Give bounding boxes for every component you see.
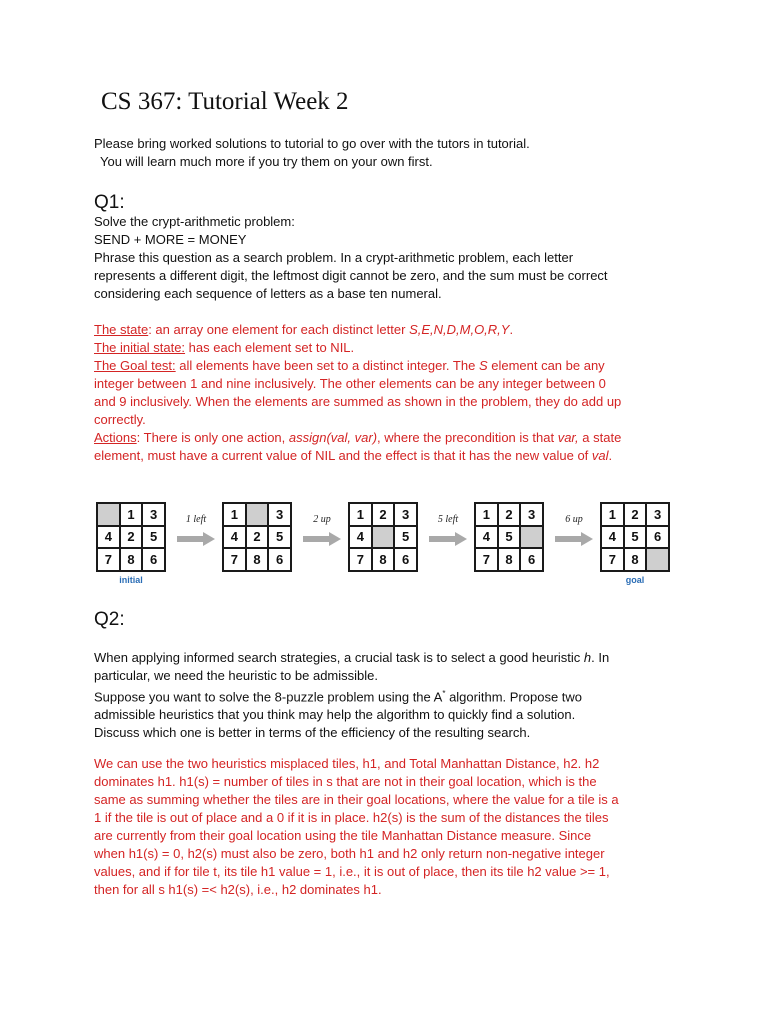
puzzle-board [96,502,166,572]
intro-line: Please bring worked solutions to tutorial to go over with the tutors in tutorial. [94,136,530,151]
q2-problem [94,649,694,742]
q2-answer-line: dominates h1. h1(s) = number of tiles in s that are not in their goal location, which is the [94,774,597,789]
initial-state-label: The initial state: [94,340,186,355]
puzzle-tile: 2 [247,527,268,548]
q2-answer-line: when h1(s) = 0, h2(s) must also be zero, both h1 and h2 only return non-negative integer [94,846,605,861]
q1-problem-line: represents a different digit, the leftmost digit cannot be zero, and the sum must be correct [94,268,608,283]
q2-text: Suppose you want to solve the 8-puzzle problem using the A [94,689,443,705]
eight-puzzle-figure [96,502,676,592]
intro-paragraph [94,135,530,171]
puzzle-tile: 7 [98,549,119,570]
puzzle-tile: 8 [121,549,142,570]
puzzle-tile: 7 [476,549,497,570]
q2-problem-line [94,685,694,706]
actions-label: Actions [94,430,137,445]
right-arrow-icon [177,532,217,546]
actions-text: , where the precondition is that [377,430,558,445]
puzzle-tile: 2 [499,504,520,525]
right-arrow-icon [555,532,595,546]
right-arrow-icon [429,532,469,546]
move-arrow [297,514,347,554]
goal-test-definition [94,357,694,375]
puzzle-tile: 8 [625,549,646,570]
actions-text: var, [557,430,579,445]
puzzle-tile: 4 [98,527,119,548]
intro-line: You will learn much more if you try them on your own first. [100,154,433,169]
q2-answer-line: We can use the two heuristics misplaced tiles, h1, and Total Manhattan Distance, h2. h2 [94,756,600,771]
actions-text: assign(val, var) [288,430,378,445]
q2-text: . In [591,650,610,665]
a-star-superscript: * [442,689,446,698]
heuristic-symbol: h [583,650,592,665]
blank-tile [247,504,268,525]
q2-text: When applying informed search strategies, a crucial task is to select a good heuristic [94,650,584,665]
q1-problem-line: SEND + MORE = MONEY [94,232,247,247]
puzzle-tile: 8 [247,549,268,570]
puzzle-tile: 7 [224,549,245,570]
actions-text: val [591,448,609,463]
puzzle-tile: 2 [625,504,646,525]
document-title: CS 367: Tutorial Week 2 [101,88,349,115]
puzzle-tile: 4 [350,527,371,548]
blank-tile [98,504,119,525]
puzzle-tile: 7 [602,549,623,570]
right-arrow-icon [303,532,343,546]
puzzle-tile: 1 [224,504,245,525]
puzzle-tile: 3 [269,504,290,525]
puzzle-tile: 6 [521,549,542,570]
q2-answer [94,755,694,899]
q1-problem [94,213,694,303]
q2-answer-line: same as summing whether the tiles are in their goal locations, where the value for a tile is a [94,792,619,807]
goal-text-line: and 9 inclusively. When the elements are summed as shown in the problem, they do add up [94,394,622,409]
q2-answer-line: then for all s h1(s) =< h2(s), i.e., h2 dominates h1. [94,882,382,897]
state-letters: S,E,N,D,M,O,R,Y [409,322,510,337]
move-arrow [549,514,599,554]
state-text: : an array one element for each distinct letter [148,322,410,337]
puzzle-tile: 4 [224,527,245,548]
state-label: The state [94,322,149,337]
puzzle-tile: 2 [373,504,394,525]
puzzle-tile: 7 [350,549,371,570]
puzzle-tile: 5 [395,527,416,548]
actions-definition [94,429,694,447]
puzzle-tile: 1 [476,504,497,525]
puzzle-tile: 1 [602,504,623,525]
puzzle-tile: 5 [625,527,646,548]
puzzle-tile: 6 [647,527,668,548]
q1-answer [94,321,694,465]
blank-tile [647,549,668,570]
puzzle-tile: 2 [121,527,142,548]
goal-text-line: correctly. [94,412,146,427]
state-definition [94,321,694,339]
puzzle-tile: 6 [143,549,164,570]
actions-text: : There is only one action, [136,430,289,445]
q2-answer-line: 1 if the tile is out of place and a 0 if it is in place. h2(s) is the sum of the distances the tiles [94,810,609,825]
q2-answer-line: values, and if for tile t, its tile h1 value = 1, i.e., it is out of place, then its tile h2 value >= 1, [94,864,610,879]
puzzle-tile: 5 [269,527,290,548]
move-label: 1 left [185,514,207,525]
q2-problem-line: admissible heuristics that you think may help the algorithm to quickly find a solution. [94,707,576,723]
initial-state-definition [94,339,694,357]
move-arrow [171,514,221,554]
initial-state-text: has each element set to NIL. [185,340,355,355]
puzzle-tile: 8 [373,549,394,570]
puzzle-tile: 4 [476,527,497,548]
puzzle-tile: 1 [121,504,142,525]
puzzle-tile: 3 [143,504,164,525]
actions-text: . [608,448,613,463]
puzzle-tile: 8 [499,549,520,570]
puzzle-tile: 4 [602,527,623,548]
q1-problem-line: Phrase this question as a search problem. In a crypt-arithmetic problem, each letter [94,250,574,265]
actions-definition-line [94,447,694,465]
q1-heading: Q1: [94,192,125,213]
q2-problem-line [94,649,694,667]
actions-text: element, must have a current value of NIL and the effect is that it has the new value of [94,448,592,463]
q2-answer-line: are currently from their goal location using the tile Manhattan Distance measure. Since [94,828,592,843]
q2-heading: Q2: [94,609,125,630]
move-label: 6 up [565,514,583,525]
q2-problem-line: Discuss which one is better in terms of the efficiency of the resulting search. [94,725,531,741]
goal-text: S [478,358,488,373]
state-end: . [509,322,514,337]
puzzle-tile: 3 [395,504,416,525]
initial-caption: initial [119,575,143,585]
q2-text: algorithm. Propose two [445,689,583,705]
puzzle-tile: 3 [521,504,542,525]
goal-caption: goal [625,575,645,585]
puzzle-tile: 5 [499,527,520,548]
goal-text-line: integer between 1 and nine inclusively. The other elements can be any integer between 0 [94,376,606,391]
puzzle-board [474,502,544,572]
move-label: 2 up [313,514,331,525]
actions-text: a state [578,430,622,445]
puzzle-tile: 3 [647,504,668,525]
puzzle-board [222,502,292,572]
blank-tile [521,527,542,548]
goal-test-label: The Goal test: [94,358,176,373]
puzzle-tile: 6 [269,549,290,570]
blank-tile [373,527,394,548]
puzzle-board [600,502,670,572]
puzzle-tile: 6 [395,549,416,570]
goal-text: all elements have been set to a distinct integer. The [175,358,479,373]
puzzle-tile: 1 [350,504,371,525]
q2-problem-line: particular, we need the heuristic to be admissible. [94,668,378,683]
q1-problem-line: Solve the crypt-arithmetic problem: [94,214,295,229]
move-label: 5 left [437,514,459,525]
move-arrow [423,514,473,554]
puzzle-tile: 5 [143,527,164,548]
q1-problem-line: considering each sequence of letters as a base ten numeral. [94,286,442,301]
puzzle-board [348,502,418,572]
goal-text: element can be any [487,358,605,373]
